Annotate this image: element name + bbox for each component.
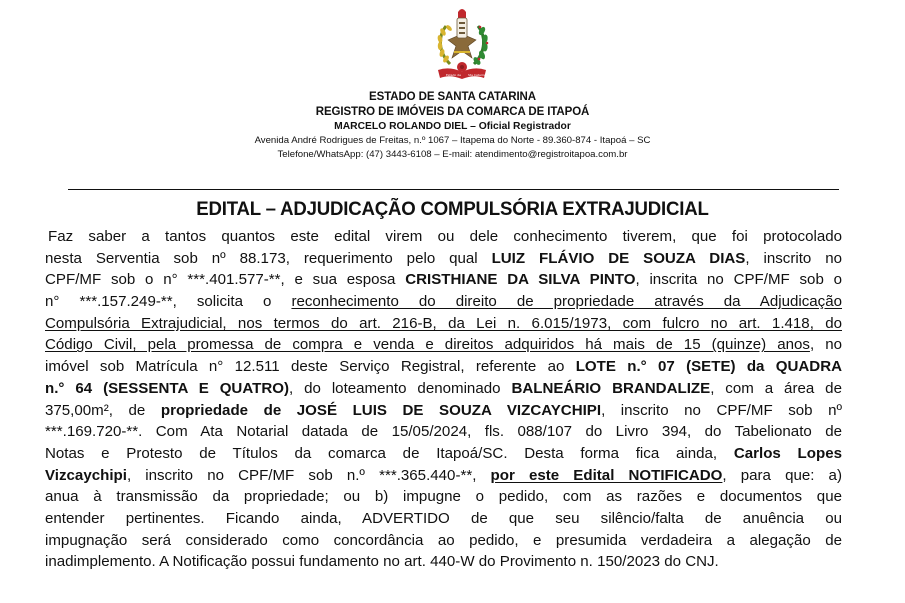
body-line — [45, 378, 842, 400]
body-line — [45, 269, 842, 291]
header-divider — [68, 189, 839, 190]
text-segment: Notas e Protesto de Títulos da comarca de Itapoá/SC. Desta forma fica ainda, — [45, 444, 734, 462]
text-segment: Faz saber a tantos quantos este edital virem ou dele conhecimento tiverem, que foi protocolado — [48, 228, 842, 245]
document-title: EDITAL – ADJUDICAÇÃO COMPULSÓRIA EXTRAJUDICIAL — [196, 199, 709, 220]
text-segment: Vizcaychipi — [45, 466, 127, 484]
text-segment: LUIZ FLÁVIO DE SOUZA DIAS — [491, 249, 746, 267]
text-segment: Compulsória Extrajudicial, nos termos do art. 216-B, da Lei n. 6.015/1973, com fulcro no art. 1.418, do — [45, 314, 842, 332]
text-segment: 375,00m², de — [45, 401, 161, 419]
text-segment: impugnação será considerado como concordância ao pedido, e presumida verdadeira a alegação de — [45, 531, 842, 549]
body-line — [45, 486, 842, 508]
registry-name: REGISTRO DE IMÓVEIS DA COMARCA DE ITAPOÁ — [315, 106, 590, 118]
registry-contact: Telefone/WhatsApp: (47) 3443-6108 – E-mail: atendimento@registroitapoa.com.br — [277, 149, 628, 160]
text-segment: entender pertinentes. Ficando ainda, ADVERTIDO de que seu silêncio/falta de anuência ou — [45, 509, 842, 527]
text-segment: , inscrito no CPF/MF sob nº — [601, 401, 842, 419]
text-segment: Carlos Lopes — [733, 444, 842, 462]
text-segment: reconhecimento do direito de propriedade através da Adjudicação — [291, 293, 843, 311]
svg-text:Estado de: Estado de — [446, 73, 461, 77]
text-segment: , no — [809, 336, 842, 354]
edital-body — [45, 226, 842, 573]
text-segment: , inscrito no CPF/MF sob n.º ***.365.440-**, — [126, 466, 491, 484]
text-segment: propriedade de JOSÉ LUIS DE SOUZA VIZCAYCHIPI — [160, 401, 602, 419]
text-segment: n.° 64 (SESSENTA E QUATRO) — [45, 379, 289, 397]
text-segment: , inscrita no CPF/MF sob o — [635, 271, 842, 289]
body-line — [45, 421, 842, 443]
body-line — [45, 400, 842, 422]
state-name: ESTADO DE SANTA CATARINA — [369, 91, 536, 103]
body-line — [45, 551, 842, 573]
text-segment: anua à transmissão da propriedade; ou b) impugne o pedido, com as razões e documentos que — [45, 488, 842, 506]
body-line — [45, 334, 842, 356]
body-line — [45, 465, 842, 487]
text-segment: LOTE n.° 07 (SETE) da QUADRA — [575, 358, 842, 376]
text-segment: por este Edital NOTIFICADO — [490, 466, 723, 484]
registrar-officer: MARCELO ROLANDO DIEL – Oficial Registrador — [334, 121, 571, 132]
text-segment: BALNEÁRIO BRANDALIZE — [511, 379, 711, 397]
text-segment: CPF/MF sob o n° ***.401.577-**, e sua esposa — [45, 271, 406, 289]
body-line — [45, 313, 842, 335]
body-line — [45, 248, 842, 270]
letterhead — [0, 90, 905, 162]
registry-address: Avenida André Rodrigues de Freitas, n.º 1067 – Itapema do Norte - 89.360-874 - Itapoá – SC — [254, 135, 651, 146]
text-segment: Código Civil, pela promessa de compra e venda e direitos adquiridos há mais de 15 (quinze) anos — [45, 336, 810, 354]
text-segment: ***.169.720-**. Com Ata Notarial datada de 15/05/2024, fls. 088/107 do Livro 394, do Tabelionato de — [45, 423, 842, 441]
text-segment: , com a área de — [710, 379, 842, 397]
text-segment: , inscrito no — [745, 249, 842, 267]
text-segment: , para que: a) — [722, 466, 842, 484]
text-segment: nesta Serventia sob nº 88.173, requerimento pelo qual — [45, 249, 492, 267]
body-line — [45, 443, 842, 465]
body-line — [45, 356, 842, 378]
coat-of-arms-icon — [432, 6, 492, 84]
text-segment: CRISTHIANE DA SILVA PINTO — [405, 271, 636, 289]
svg-text:Sta Catarina: Sta Catarina — [468, 73, 487, 77]
body-line — [45, 291, 842, 313]
body-line — [45, 226, 842, 248]
text-segment: n° ***.157.249-**, solicita o — [45, 293, 292, 311]
body-line — [45, 530, 842, 552]
text-segment: inadimplemento. A Notificação possui fundamento no art. 440-W do Provimento n. 150/2023 do CNJ. — [45, 553, 719, 571]
body-line — [45, 508, 842, 530]
text-segment: imóvel sob Matrícula n° 12.511 deste Serviço Registral, referente ao — [45, 358, 576, 376]
text-segment: , do loteamento denominado — [289, 379, 512, 397]
